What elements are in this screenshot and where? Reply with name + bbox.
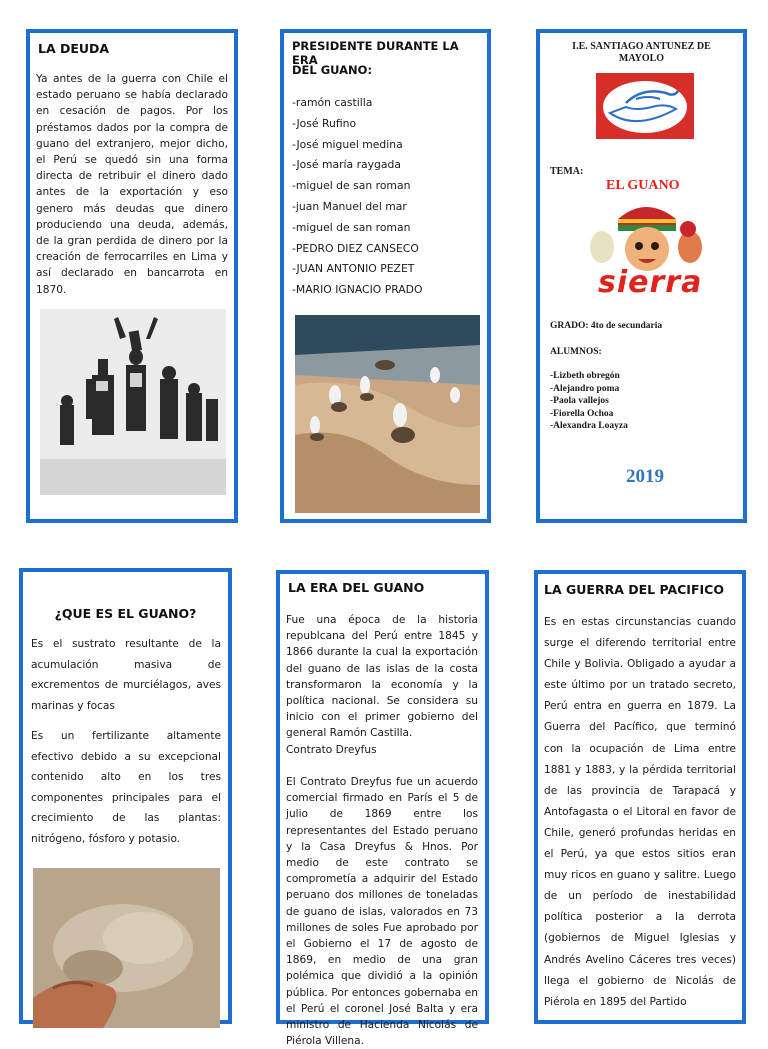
list-item: -PEDRO DIEZ CANSECO	[292, 241, 419, 255]
deuda-title: LA DEUDA	[38, 41, 110, 56]
era-paragraph-1: Fue una época de la historia republcana del Perú entre 1845 y 1866 durante la cual la exportación del guano de las islas de la costa transformaron la economía y la política nacional. Se considera su inicio con el primer gobierno del general Ramón Castilla.	[286, 614, 478, 740]
deuda-text: Ya antes de la guerra con Chile el estado peruano se había declarado en cesación de pagos. Por los préstamos dados por la compra de guano del extranjero, mejor dicho, el Perú se quedó sin una forma directa de retribuir el dinero dado antes de la exportación y eso genero más deudas que dinero produciendo una deuda, además, de la gran perdida de dinero por la creación de ferrocarriles en Lima y así declarado en bancarrota en 1870.	[36, 73, 228, 296]
caricature-image	[40, 309, 226, 495]
list-item: -Alexandra Loayza	[550, 421, 628, 432]
que-es-paragraph-1: Es el sustrato resultante de la acumulación masiva de excrementos de murciélagos, aves marinas y focas	[31, 638, 221, 712]
era-paragraph-2: El Contrato Dreyfus fue un acuerdo comercial firmado en París el 5 de julio de 1869 entre los representantes del Estado peruano y la Casa Dreyfus & Hnos. Por medio de este contrato se comprometía a adquirir del Estado peruano dos millones de toneladas de guano de islas, valorados en 73 millones de soles Fue aprobado por el Gobierno el 17 de agosto de 1869, en medio de una gran polémica que dividió a la opinión pública. Por entonces gobernaba en el Perú el coronel José Balta y era ministro de Hacienda Nicolás de Piérola Villena.	[286, 776, 478, 1048]
panel-presidentes	[280, 29, 491, 523]
era-title: LA ERA DEL GUANO	[288, 580, 425, 595]
list-item: -miguel de san roman	[292, 179, 411, 193]
seabirds-photo	[295, 315, 480, 513]
hands-dove-logo	[596, 73, 694, 139]
list-item: -José Rufino	[292, 116, 357, 130]
presidentes-title-line1: PRESIDENTE DURANTE LA ERA	[292, 39, 459, 67]
grado-text: GRADO: 4to de secundaria	[550, 321, 663, 331]
guano-photo	[33, 868, 220, 1028]
panel-la-era-del-guano	[276, 570, 489, 1048]
alumnos-label: ALUMNOS:	[550, 347, 602, 357]
guerra-text: Es en estas circunstancias cuando surge el diferendo territorial entre Chile y Bolivia. Obligado a ayudar a este último por un tratado secreto, Perú entra en guerra en 1879. La Guerra del Pacífico, que terminó con la ocupación de Lima entre 1881 y 1883, y la pérdida territorial de las provincia de Tarapacá y Antofagasta o el Litoral en favor de Chile, generó profundas heridas en el Perú, ya que estos sitios eran muy ricos en guano y salitre. Luego de un período de inestabilidad política posterior a la derrota (gobiernos de Miguel Iglesias y Andrés Avelino Cáceres tres veces) llega el gobierno de Nicolás de Piérola en 1895 del Partido	[544, 616, 736, 1008]
list-item: -Paola vallejos	[550, 396, 609, 407]
panel-la-deuda	[26, 29, 238, 523]
tema-value: EL GUANO	[606, 178, 680, 193]
list-item: -MARIO IGNACIO PRADO	[292, 283, 423, 297]
era-subtitle: Contrato Dreyfus	[286, 744, 377, 756]
presidentes-list	[292, 93, 422, 301]
list-item: -ramón castilla	[292, 96, 373, 109]
list-item: -José maría raygada	[292, 158, 401, 172]
tema-label: TEMA:	[550, 166, 584, 177]
list-item: -Alejandro poma	[550, 383, 620, 394]
list-item: -juan Manuel del mar	[292, 199, 407, 213]
list-item: -Fiorella Ochoa	[550, 408, 614, 419]
school-name-line1: I.E. SANTIAGO ANTUNEZ DE	[572, 41, 711, 52]
panel-guerra-del-pacifico	[534, 570, 746, 1024]
presidentes-title-line2: DEL GUANO:	[292, 63, 373, 77]
list-item: -miguel de san roman	[292, 220, 411, 234]
list-item: -JUAN ANTONIO PEZET	[292, 262, 415, 276]
year-text: 2019	[626, 466, 664, 487]
list-item: -José miguel medina	[292, 137, 403, 151]
alumnos-list	[550, 370, 628, 433]
school-name-line2: MAYOLO	[618, 53, 665, 64]
list-item: -Lizbeth obregón	[550, 371, 620, 381]
sierra-logo	[584, 201, 708, 305]
panel-que-es-el-guano	[19, 568, 232, 1024]
que-es-title: ¿QUE ES EL GUANO?	[54, 606, 197, 621]
guerra-title: LA GUERRA DEL PACIFICO	[544, 582, 724, 597]
sierra-logo-text: sierra	[598, 265, 703, 300]
que-es-paragraph-2: Es un fertilizante altamente efectivo debido a su excepcional contenido alto en los tres componentes principales para el crecimiento de las plantas: nitrógeno, fósforo y potasio.	[31, 730, 221, 845]
panel-portada	[536, 29, 747, 523]
